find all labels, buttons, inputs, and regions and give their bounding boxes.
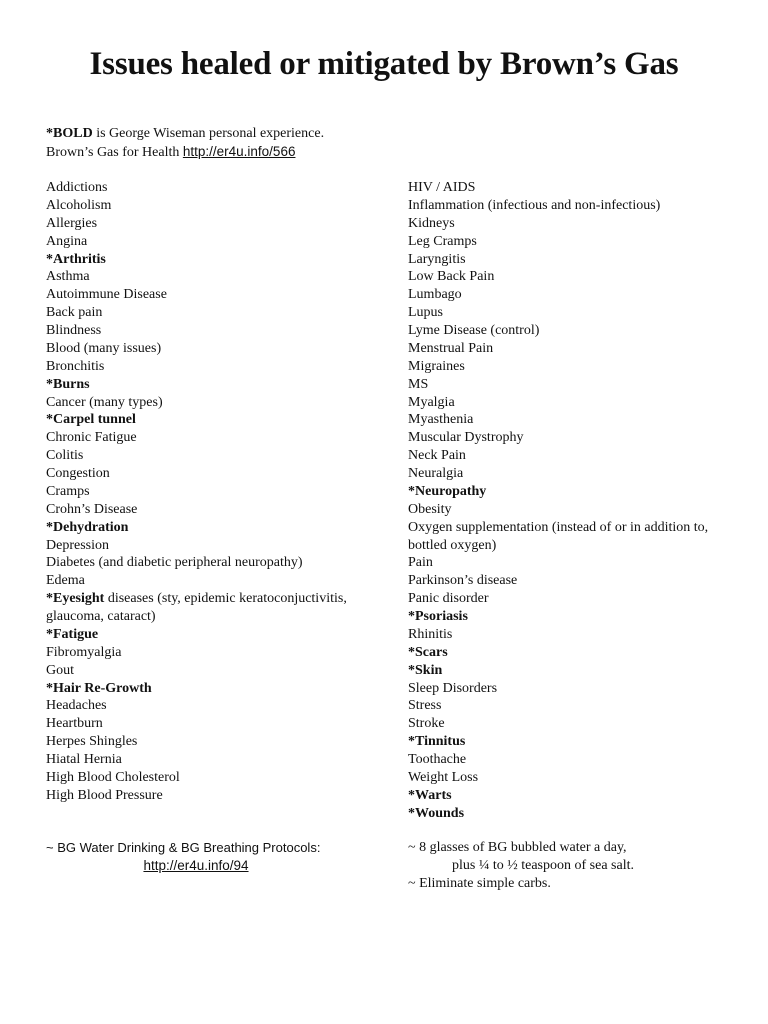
list-item xyxy=(46,358,376,376)
list-item-label: Stress xyxy=(408,698,442,714)
list-item-label: Alcoholism xyxy=(46,197,112,213)
list-item xyxy=(46,537,376,555)
list-item xyxy=(46,644,376,662)
list-item-label: Asthma xyxy=(46,269,90,285)
list-item-label: Heartburn xyxy=(46,716,103,732)
list-item xyxy=(46,733,376,751)
list-item xyxy=(46,322,376,340)
list-item xyxy=(408,447,728,465)
list-item-label: Low Back Pain xyxy=(408,269,495,285)
list-item-label: Allergies xyxy=(46,215,98,231)
list-item-label: High Blood Pressure xyxy=(46,787,163,803)
protocols-link[interactable]: http://er4u.info/94 xyxy=(143,858,249,873)
issues-list-left xyxy=(46,179,376,805)
list-item-label: Pain xyxy=(408,555,433,571)
list-item-label: Edema xyxy=(46,573,85,589)
list-item-label: Muscular Dystrophy xyxy=(408,430,524,446)
list-item xyxy=(408,644,728,662)
list-item xyxy=(408,805,728,823)
list-item xyxy=(46,197,376,215)
list-item xyxy=(408,394,728,412)
list-item-label: Congestion xyxy=(46,466,110,481)
health-link[interactable]: http://er4u.info/566 xyxy=(182,144,296,159)
issues-list-right xyxy=(408,179,728,823)
list-item xyxy=(46,233,376,251)
list-item xyxy=(408,233,728,251)
list-item-label: Panic disorder xyxy=(408,591,489,607)
list-item-label: Sleep Disorders xyxy=(408,680,498,696)
intro-block xyxy=(46,125,324,162)
list-item xyxy=(408,197,728,215)
list-item-label: *Tinnitus xyxy=(408,734,466,750)
list-item xyxy=(46,376,376,394)
list-item-label: Bronchitis xyxy=(46,358,105,374)
list-item xyxy=(408,251,728,269)
list-item-label: Myasthenia xyxy=(408,412,474,428)
list-item-label: Cancer (many types) xyxy=(46,394,163,410)
list-item xyxy=(408,340,728,358)
list-item-label: Obesity xyxy=(408,501,452,517)
list-item-label: Diabetes (and diabetic peripheral neuropathy) xyxy=(46,555,303,571)
list-item xyxy=(408,554,728,572)
list-item xyxy=(408,680,728,698)
list-item xyxy=(408,358,728,376)
list-item xyxy=(46,715,376,733)
list-item xyxy=(408,483,728,501)
water-line-2: plus ¼ to ½ teaspoon of sea salt. xyxy=(452,858,634,873)
list-item-label: Angina xyxy=(46,233,88,249)
list-item-label: Blindness xyxy=(46,323,102,338)
list-item xyxy=(408,322,728,340)
list-item-label: *Fatigue xyxy=(46,626,99,642)
list-item xyxy=(46,751,376,769)
list-item xyxy=(408,590,728,608)
list-item xyxy=(408,501,728,519)
list-item-label: Depression xyxy=(46,537,109,553)
list-item xyxy=(408,179,728,197)
bold-note: is George Wiseman personal experience. xyxy=(92,126,325,141)
list-item-label: *Scars xyxy=(408,644,448,660)
list-item-suffix: diseases (sty, epidemic keratoconjuctivitis, glaucoma, cataract) xyxy=(46,591,347,624)
list-item-label: Leg Cramps xyxy=(408,233,477,249)
list-item xyxy=(46,304,376,322)
bold-marker: *BOLD xyxy=(46,126,93,141)
list-item-label: Hiatal Hernia xyxy=(46,752,122,767)
list-item-label: Lumbago xyxy=(408,287,462,303)
list-item xyxy=(408,429,728,447)
health-line xyxy=(46,143,324,162)
list-item xyxy=(408,715,728,733)
list-item xyxy=(46,554,376,572)
list-item xyxy=(46,286,376,304)
list-item-label: *Burns xyxy=(46,376,90,392)
list-item-label: Crohn’s Disease xyxy=(46,501,138,517)
list-item-label: High Blood Cholesterol xyxy=(46,769,180,785)
list-item-label: Lupus xyxy=(408,305,443,321)
list-item xyxy=(408,411,728,429)
list-item xyxy=(408,519,728,555)
list-item-label: Fibromyalgia xyxy=(46,644,122,660)
list-item xyxy=(46,626,376,644)
list-item-label: *Skin xyxy=(408,662,443,678)
list-item xyxy=(408,215,728,233)
list-item xyxy=(46,501,376,519)
list-item xyxy=(46,411,376,429)
list-item xyxy=(46,662,376,680)
water-line-1: ~ 8 glasses of BG bubbled water a day, xyxy=(408,840,627,855)
list-item-label: Myalgia xyxy=(408,394,455,410)
list-item-label: Laryngitis xyxy=(408,251,466,267)
list-item xyxy=(408,268,728,286)
health-label: Brown’s Gas for Health xyxy=(46,145,183,160)
list-item xyxy=(46,483,376,501)
list-item-label: Chronic Fatigue xyxy=(46,430,137,446)
list-item-label: *Arthritis xyxy=(46,251,106,267)
list-item xyxy=(46,590,376,626)
list-item-label: Neuralgia xyxy=(408,466,464,481)
list-item-label: Addictions xyxy=(46,180,108,195)
list-item xyxy=(46,394,376,412)
list-item xyxy=(408,286,728,304)
page-title: Issues healed or mitigated by Brown’s Gas xyxy=(89,46,679,82)
list-item xyxy=(408,626,728,644)
list-item-label: Blood (many issues) xyxy=(46,340,162,356)
list-item-label: Menstrual Pain xyxy=(408,340,494,356)
list-item xyxy=(408,697,728,715)
list-item xyxy=(46,697,376,715)
list-item xyxy=(46,787,376,805)
list-item xyxy=(46,429,376,447)
list-item-label: HIV / AIDS xyxy=(408,180,476,195)
list-item xyxy=(46,572,376,590)
list-item-label: Herpes Shingles xyxy=(46,734,138,750)
list-item xyxy=(46,465,376,483)
bold-legend xyxy=(46,125,324,143)
list-item xyxy=(46,340,376,358)
list-item xyxy=(408,465,728,483)
list-item-label: Cramps xyxy=(46,483,90,499)
list-item-label: *Warts xyxy=(408,787,452,803)
list-item xyxy=(46,179,376,197)
list-item xyxy=(408,769,728,787)
protocols-footer xyxy=(46,839,366,875)
list-item-label: Colitis xyxy=(46,448,84,464)
list-item-label: *Carpel tunnel xyxy=(46,412,136,428)
water-footer xyxy=(408,839,728,893)
protocols-label: ~ BG Water Drinking & BG Breathing Protocols: xyxy=(46,840,321,855)
list-item-label: Kidneys xyxy=(408,215,455,231)
list-item xyxy=(46,268,376,286)
list-item xyxy=(46,519,376,537)
list-item-label: Toothache xyxy=(408,752,467,767)
list-item xyxy=(46,447,376,465)
list-item-label: Gout xyxy=(46,662,74,678)
list-item-label: Parkinson’s disease xyxy=(408,573,518,589)
protocols-link-wrap xyxy=(46,857,346,875)
list-item xyxy=(46,769,376,787)
list-item-label: Weight Loss xyxy=(408,769,479,785)
list-item xyxy=(408,662,728,680)
list-item-label: *Eyesight xyxy=(46,591,105,607)
list-item xyxy=(408,751,728,769)
list-item xyxy=(46,215,376,233)
list-item xyxy=(408,304,728,322)
list-item-label: Headaches xyxy=(46,698,107,714)
list-item-label: *Hair Re-Growth xyxy=(46,680,152,696)
list-item-label: *Neuropathy xyxy=(408,483,487,499)
list-item xyxy=(46,680,376,698)
carbs-line: ~ Eliminate simple carbs. xyxy=(408,876,551,891)
list-item-label: *Wounds xyxy=(408,805,465,821)
list-item-label: Back pain xyxy=(46,305,103,321)
list-item-label: Stroke xyxy=(408,716,445,732)
list-item xyxy=(408,733,728,751)
list-item-label: Neck Pain xyxy=(408,448,466,464)
list-item-label: MS xyxy=(408,376,429,392)
list-item-label: Oxygen supplementation (instead of or in addition to, bottled oxygen) xyxy=(408,519,709,553)
list-item-label: Autoimmune Disease xyxy=(46,287,167,303)
list-item-label: *Psoriasis xyxy=(408,609,468,624)
list-item xyxy=(408,376,728,394)
list-item-label: Rhinitis xyxy=(408,626,453,642)
list-item-label: Lyme Disease (control) xyxy=(408,323,540,338)
list-item xyxy=(408,787,728,805)
list-item xyxy=(408,608,728,626)
list-item-label: *Dehydration xyxy=(46,519,129,535)
list-item-label: Inflammation (infectious and non-infectious) xyxy=(408,197,661,213)
list-item-label: Migraines xyxy=(408,358,465,374)
list-item xyxy=(46,251,376,269)
list-item xyxy=(408,572,728,590)
